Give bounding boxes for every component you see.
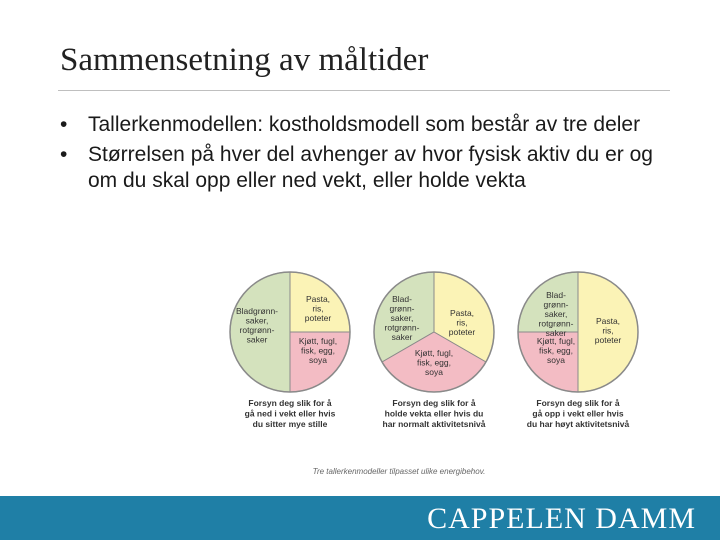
plate-caption: Forsyn deg slik for å gå opp i vekt eller hvis du har høyt aktivitetsnivå [526,398,630,429]
plate-label-carbs: Pasta, ris, poteter [594,316,622,345]
title-divider [58,90,670,91]
bullet-text: Størrelsen på hver del avhenger av hvor fysisk aktiv du er og om du skal opp eller ned vekt, eller holde vekta [88,143,653,192]
publisher-logo: CAPPELEN DAMM [427,502,696,535]
plate-model-figure [224,262,644,492]
plate-label-vegetables: Blad-grønn-saker, rotgrønn-saker [538,290,574,338]
plate-label-protein: Kjøtt, fugl, fisk, egg, soya [536,336,576,365]
plate-caption: Forsyn deg slik for å gå ned i vekt eller hvis du sitter mye stille [244,398,336,429]
plate-caption: Forsyn deg slik for å holde vekta eller hvis du har normalt aktivitetsnivå [382,398,486,429]
bullet-item [60,112,660,138]
bullet-icon: • [60,113,68,136]
bullet-icon: • [60,143,68,166]
slide-title: Sammensetning av måltider [60,42,429,78]
plate-label-carbs: Pasta, ris, poteter [448,308,476,337]
footer-bar [0,496,720,540]
bullet-item [60,142,660,194]
plate-label-protein: Kjøtt, fugl, fisk, egg, soya [298,336,338,365]
plate-label-carbs: Pasta, ris, poteter [304,294,332,323]
bullet-text: Tallerkenmodellen: kostholdsmodell som består av tre deler [88,113,641,136]
plate-label-protein: Kjøtt, fugl, fisk, egg, soya [414,348,454,377]
plate-label-vegetables: Blad-grønn-saker, rotgrønn-saker [384,294,420,342]
bullet-list [60,112,660,198]
plate-label-vegetables: Bladgrønn-saker, rotgrønn-saker [235,306,279,345]
figure-source-caption: Tre tallerkenmodeller tilpasset ulike energibehov. [312,467,486,476]
